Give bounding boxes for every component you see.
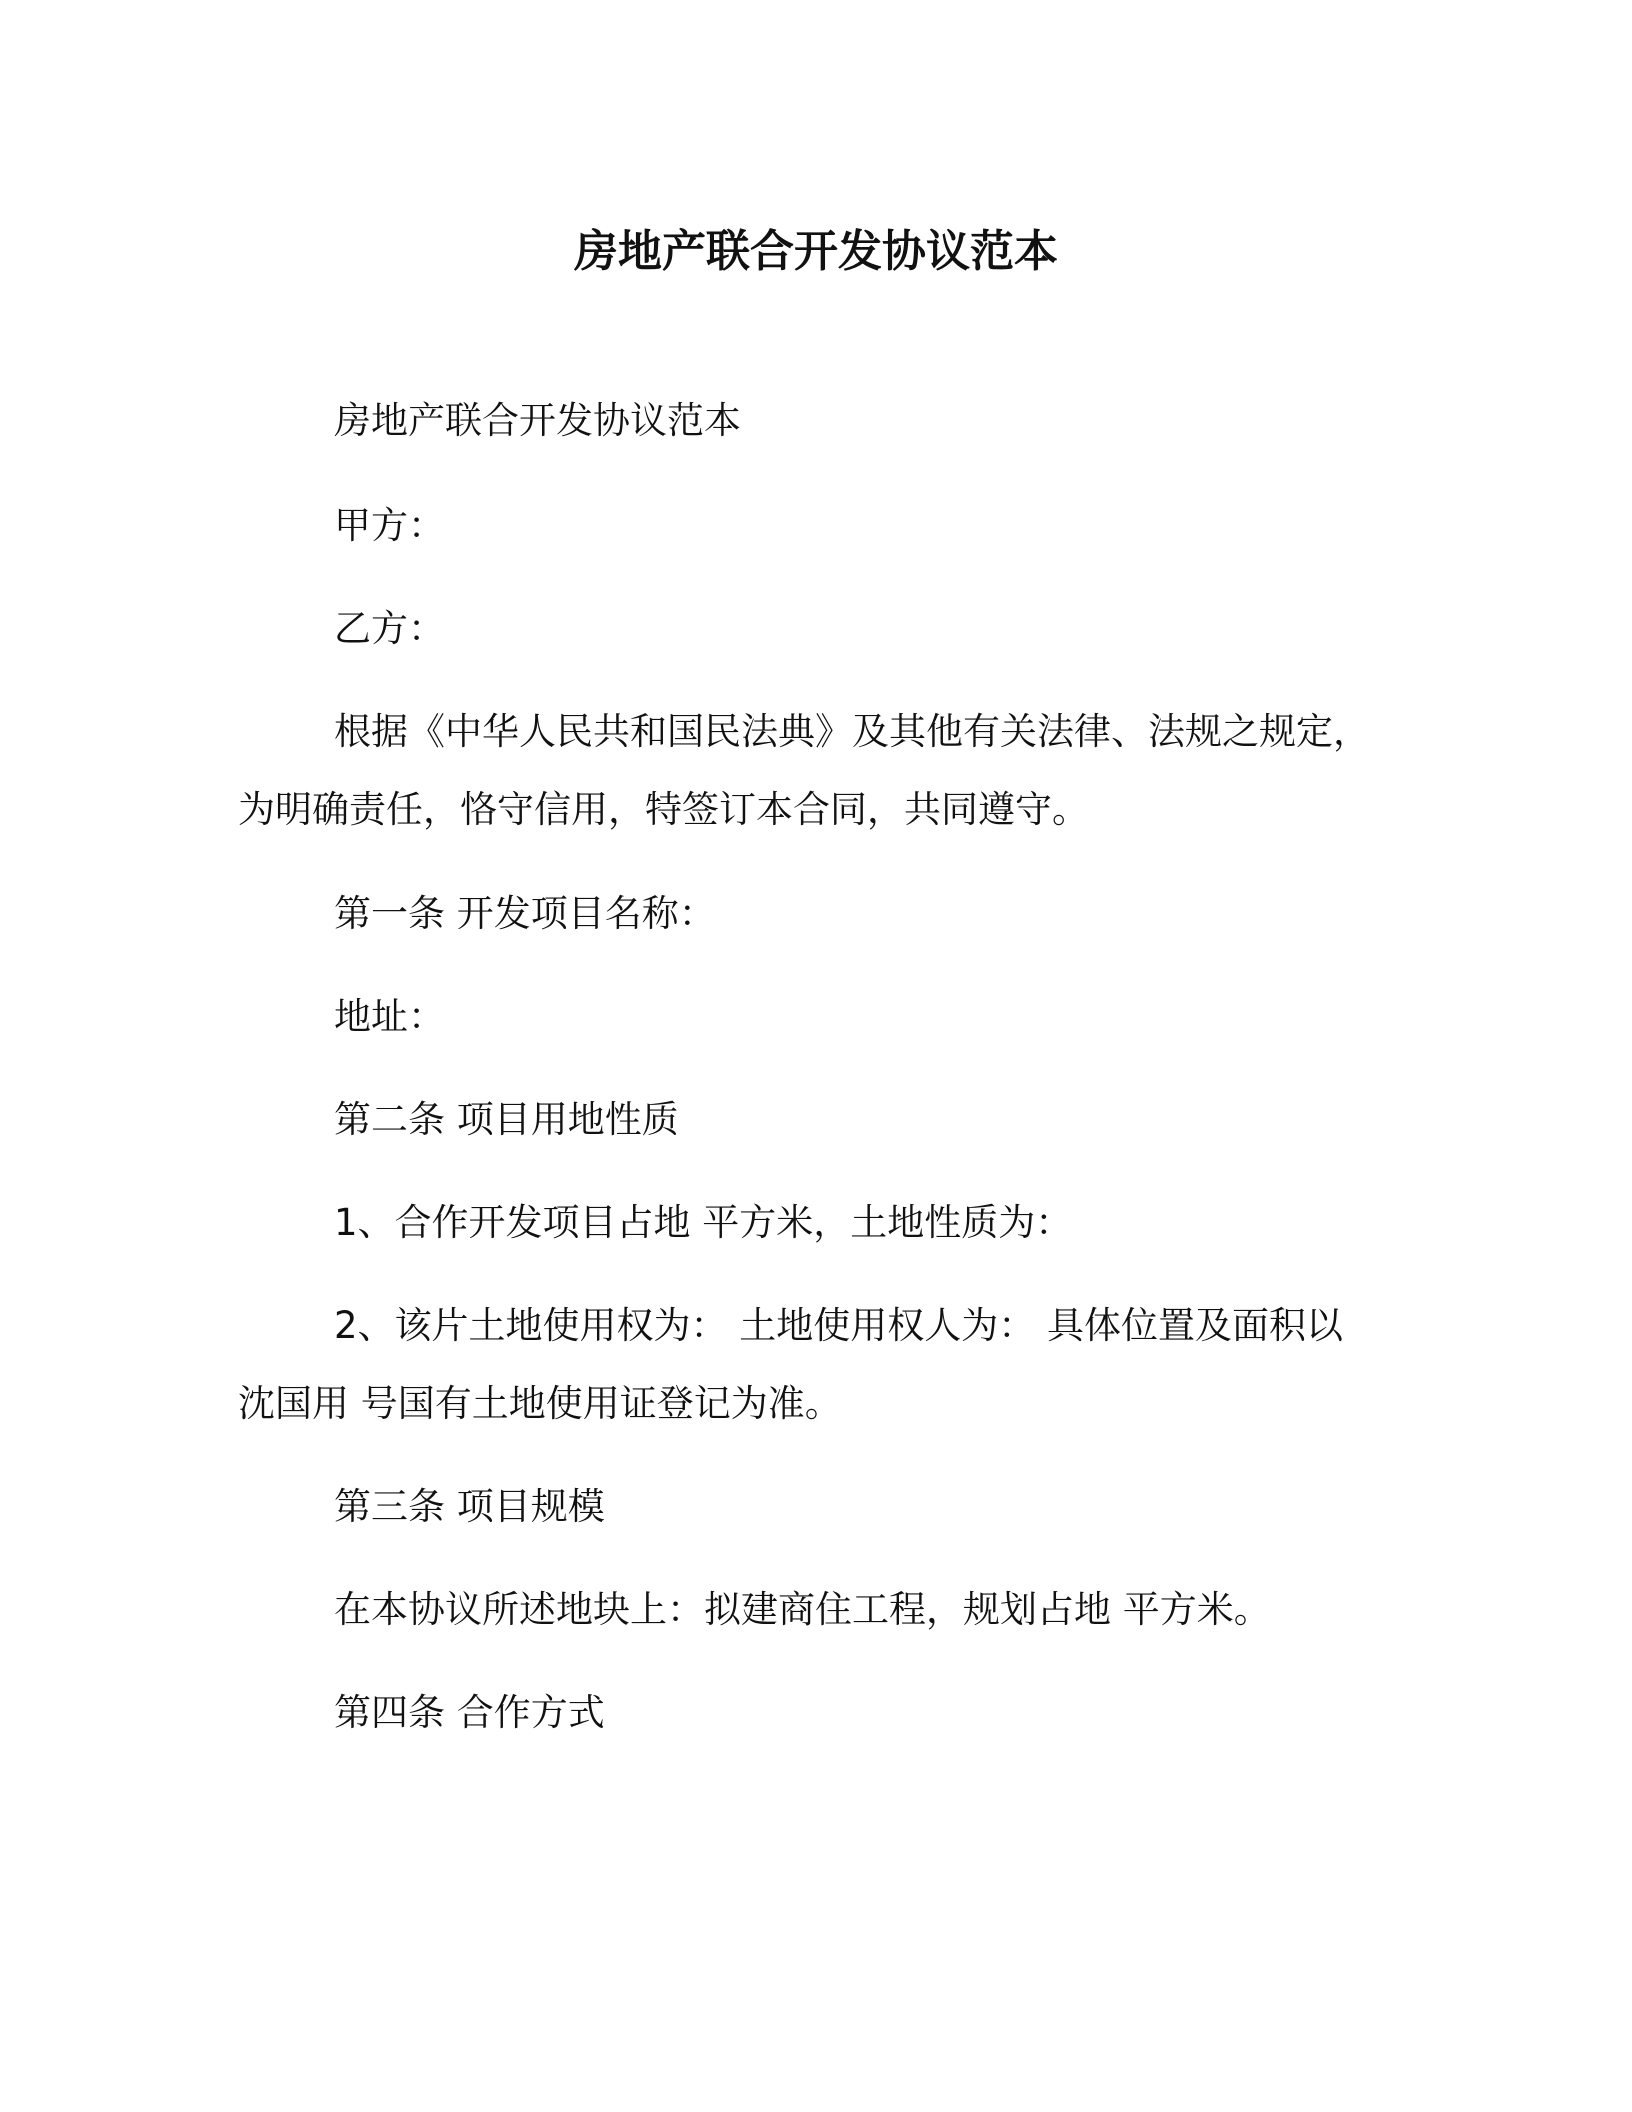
paragraph-preamble: 根据《中华人民共和国民法典》及其他有关法律、法规之规定，为明确责任，恪守信用，特签订本合同，共同遵守。 — [238, 710, 1370, 831]
paragraph-party-a: 甲方： — [334, 504, 445, 547]
paragraph-article-2: 第二条 项目用地性质 — [334, 1098, 679, 1141]
paragraph-article-4: 第四条 合作方式 — [334, 1691, 605, 1734]
paragraph-address: 地址： — [334, 995, 445, 1038]
paragraph-scale: 在本协议所述地块上：拟建商住工程，规划占地 平方米。 — [334, 1588, 1271, 1631]
paragraph-article-3: 第三条 项目规模 — [334, 1485, 605, 1528]
paragraph-clause-2-1: 1、合作开发项目占地 平方米，土地性质为： — [334, 1201, 1073, 1244]
paragraph-article-1: 第一条 开发项目名称： — [334, 892, 716, 935]
paragraph-party-b: 乙方： — [334, 607, 445, 650]
paragraph-subtitle: 房地产联合开发协议范本 — [334, 399, 741, 442]
document-title: 房地产联合开发协议范本 — [574, 226, 1058, 277]
paragraph-clause-2-2: 2、该片土地使用权为： 土地使用权人为： 具体位置及面积以沈国用 号国有土地使用证登记为准。 — [238, 1304, 1344, 1425]
